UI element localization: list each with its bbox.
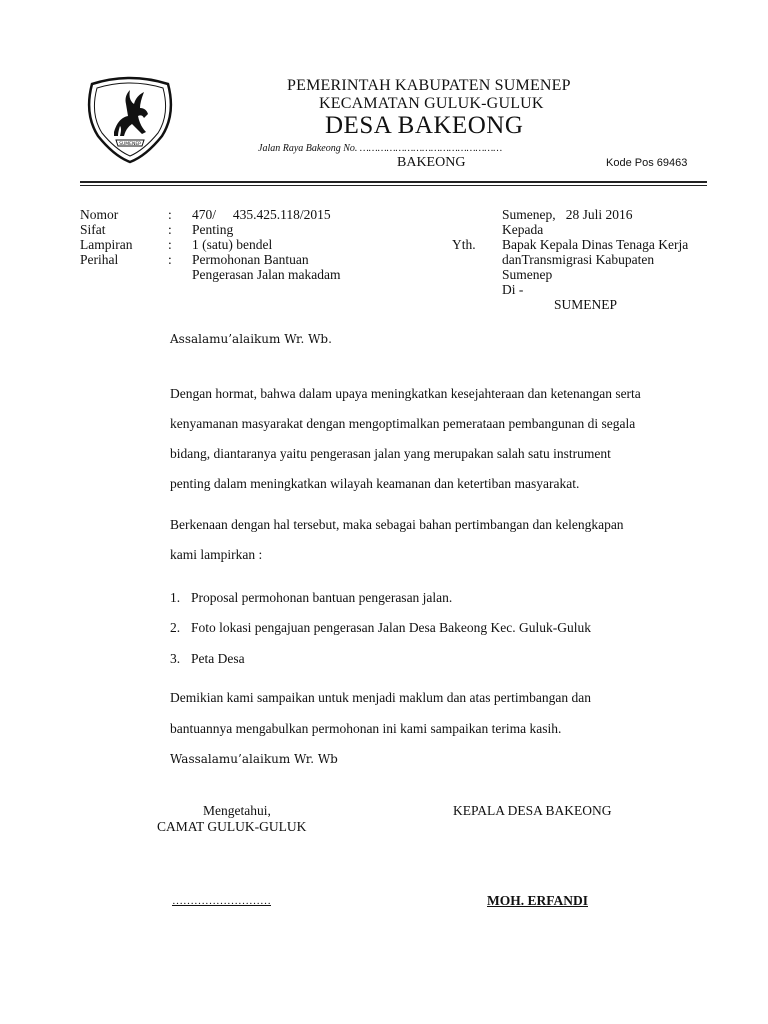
- para2-line2: kami lampirkan :: [170, 547, 263, 562]
- header-divider-thick: [80, 181, 707, 183]
- recipient-kepada: Kepada: [502, 222, 544, 237]
- sign-left-name-placeholder: ………………………: [172, 895, 271, 907]
- logo-banner-text: SUMENEP: [119, 142, 141, 147]
- recipient-line2: danTransmigrasi Kabupaten: [502, 252, 655, 267]
- para2-line1: Berkenaan dengan hal tersebut, maka sebagai bahan pertimbangan dan kelengkapan: [170, 517, 624, 532]
- list-item-2-number: 2.: [170, 620, 181, 635]
- value-sifat: Penting: [192, 222, 234, 237]
- recipient-line3: Sumenep: [502, 267, 553, 282]
- colon-sifat: :: [168, 222, 172, 237]
- header-postal-code: Kode Pos 69463: [606, 157, 688, 169]
- sign-right-title: KEPALA DESA BAKEONG: [453, 803, 612, 818]
- sign-right-name: MOH. ERFANDI: [487, 893, 588, 908]
- colon-perihal: :: [168, 252, 172, 267]
- value-lampiran: 1 (satu) bendel: [192, 237, 273, 252]
- para3-line1: Demikian kami sampaikan untuk menjadi maklum dan atas pertimbangan dan: [170, 690, 592, 705]
- label-sifat: Sifat: [80, 222, 106, 237]
- list-item-2-text: Foto lokasi pengajuan pengerasan Jalan Desa Bakeong Kec. Guluk-Guluk: [191, 620, 592, 635]
- closing-greeting: Wassalamu’alaikum Wr. Wb: [170, 752, 338, 766]
- header-district: KECAMATAN GULUK-GULUK: [319, 95, 544, 112]
- value-nomor: 470/ 435.425.118/2015: [192, 207, 331, 222]
- sign-left-title: CAMAT GULUK-GULUK: [157, 819, 307, 834]
- label-lampiran: Lampiran: [80, 237, 133, 252]
- header-divider-thin: [80, 185, 707, 186]
- label-nomor: Nomor: [80, 207, 119, 222]
- para1-line3: bidang, diantaranya yaitu pengerasan jalan yang merupakan salah satu instrument: [170, 446, 611, 461]
- header-village: BAKEONG: [397, 155, 466, 170]
- list-item-1-number: 1.: [170, 590, 181, 605]
- recipient-line1: Bapak Kepala Dinas Tenaga Kerja: [502, 237, 689, 252]
- para1-line4: penting dalam meningkatkan wilayah keamanan dan ketertiban masyarakat.: [170, 476, 580, 491]
- header-government: PEMERINTAH KABUPATEN SUMENEP: [287, 77, 571, 94]
- colon-lampiran: :: [168, 237, 172, 252]
- recipient-di: Di -: [502, 282, 524, 297]
- para3-line2: bantuannya mengabulkan permohonan ini kami sampaikan terima kasih.: [170, 721, 562, 736]
- list-item-3-number: 3.: [170, 651, 181, 666]
- value-perihal-line2: Pengerasan Jalan makadam: [192, 267, 341, 282]
- letter-date: Sumenep, 28 Juli 2016: [502, 207, 633, 222]
- list-item-1-text: Proposal permohonan bantuan pengerasan jalan.: [191, 590, 453, 605]
- header-village-name: DESA BAKEONG: [325, 112, 524, 139]
- para1-line1: Dengan hormat, bahwa dalam upaya meningkatkan kesejahteraan dan ketenangan serta: [170, 386, 641, 401]
- header-address: Jalan Raya Bakeong No. …………………………………………: [258, 143, 503, 154]
- list-item-3-text: Peta Desa: [191, 651, 245, 666]
- value-perihal-line1: Permohonan Bantuan: [192, 252, 309, 267]
- para1-line2: kenyamanan masyarakat dengan mengoptimalkan pemerataan pembangunan di segala: [170, 416, 636, 431]
- sign-left-mengetahui: Mengetahui,: [203, 803, 271, 818]
- recipient-yth: Yth.: [452, 237, 476, 252]
- recipient-city: SUMENEP: [554, 297, 618, 312]
- regency-emblem-logo: [84, 74, 176, 164]
- greeting: Assalamu’alaikum Wr. Wb.: [170, 332, 332, 346]
- colon-nomor: :: [168, 207, 172, 222]
- label-perihal: Perihal: [80, 252, 119, 267]
